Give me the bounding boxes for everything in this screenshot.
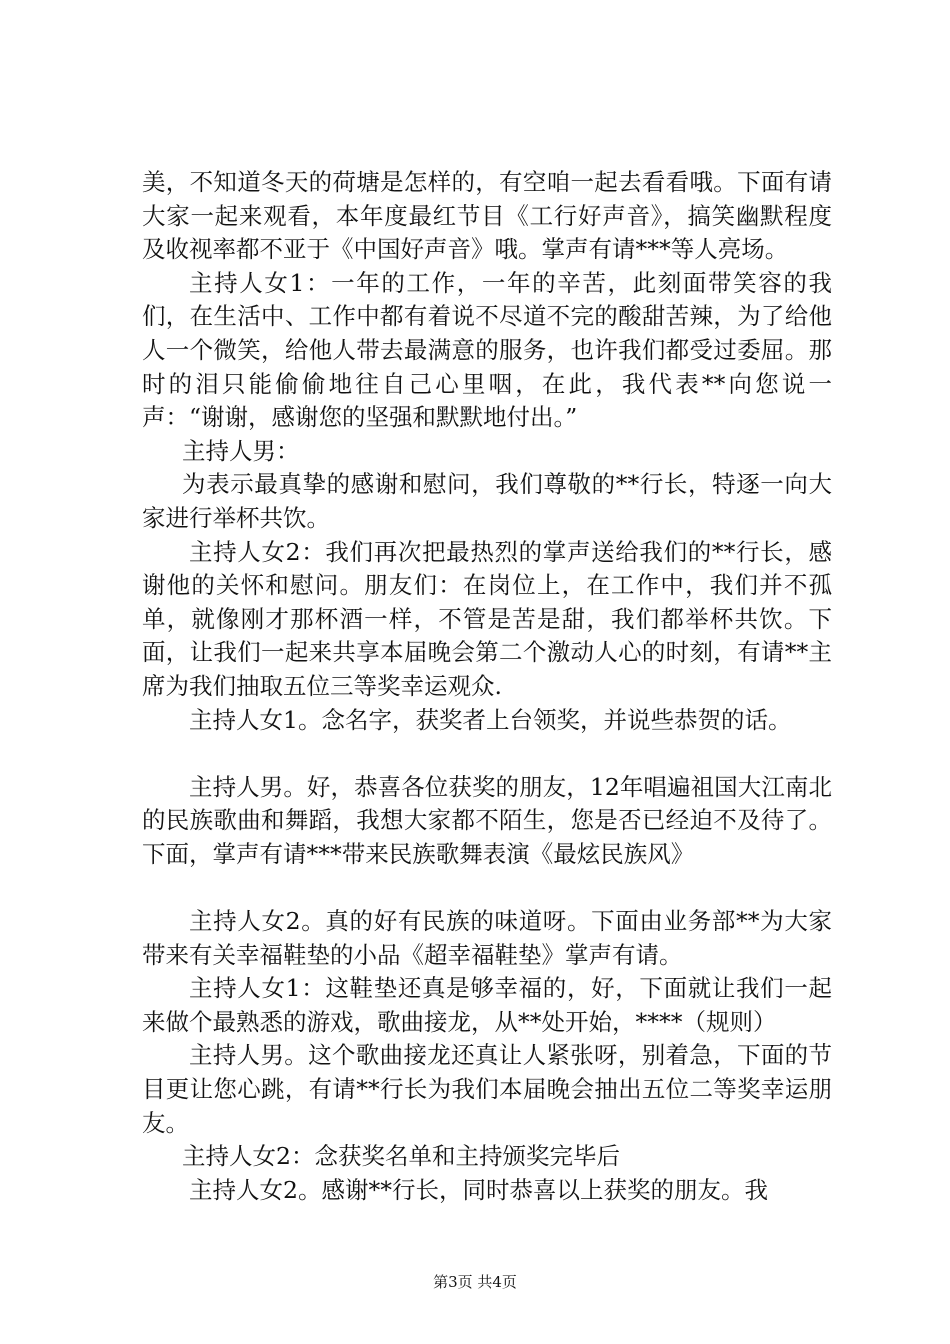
paragraph-host-male-ethnic-dance: 主持人男。好，恭喜各位获奖的朋友，12年唱遍祖国大江南北的民族歌曲和舞蹈，我想大家都不陌生，您是否已经迫不及待了。下面，掌声有请***带来民族歌舞表演《最炫民族风》	[142, 772, 832, 868]
paragraph-host-female-2-thanks: 主持人女2。感谢**行长，同时恭喜以上获奖的朋友。我	[189, 1175, 768, 1204]
paragraph-host-female-1-thanks: 主持人女1：一年的工作，一年的辛苦，此刻面带笑容的我们，在生活中、工作中都有着说不尽道不完的酸甜苦辣，为了给他人一个微笑，给他人带去最满意的服务，也许我们都受过委屈。那时的泪只能偷偷地往自己心里咽，在此，我代表**向您说一声：“谢谢，感谢您的坚强和默默地付出。”	[142, 268, 832, 432]
paragraph-host-male-label: 主持人男：	[182, 436, 300, 465]
paragraph-host-female-2-applause: 主持人女2：我们再次把最热烈的掌声送给我们的**行长，感谢他的关怀和慰问。朋友们：在岗位上，在工作中，我们并不孤单，就像刚才那杯酒一样，不管是苦是甜，我们都举杯共饮。下面，让我们一起来共享本届晚会第二个激动人心的时刻，有请**主席为我们抽取五位三等奖幸运观众.	[142, 537, 832, 700]
paragraph-continuation: 美，不知道冬天的荷塘是怎样的，有空咱一起去看看哦。下面有请大家一起来观看，本年度最红节目《工行好声音》，搞笑幽默程度及收视率都不亚于《中国好声音》哦。掌声有请***等人亮场。	[142, 168, 832, 264]
paragraph-gap	[142, 737, 832, 771]
page-number-footer: 第3页 共4页	[433, 1273, 517, 1291]
paragraph-host-female-1-song-chain: 主持人女1：这鞋垫还真是够幸福的，好，下面就让我们一起来做个最熟悉的游戏，歌曲接龙，从**处开始，****（规则）	[142, 974, 832, 1036]
paragraph-gap	[142, 871, 832, 905]
paragraph-host-female-1-names: 主持人女1。念名字，获奖者上台领奖，并说些恭贺的话。	[189, 705, 792, 734]
paragraph-toast: 为表示最真挚的感谢和慰问，我们尊敬的**行长，特逐一向大家进行举杯共饮。	[142, 470, 832, 532]
paragraph-host-female-2-award-list: 主持人女2：念获奖名单和主持颁奖完毕后	[182, 1142, 620, 1171]
paragraph-host-male-second-prize: 主持人男。这个歌曲接龙还真让人紧张呀，别着急，下面的节目更让您心跳，有请**行长为我们本届晚会抽出五位二等奖幸运朋友。	[142, 1041, 832, 1137]
paragraph-host-female-2-skit: 主持人女2。真的好有民族的味道呀。下面由业务部**为大家带来有关幸福鞋垫的小品《超幸福鞋垫》掌声有请。	[142, 907, 832, 969]
document-body	[142, 166, 832, 1207]
